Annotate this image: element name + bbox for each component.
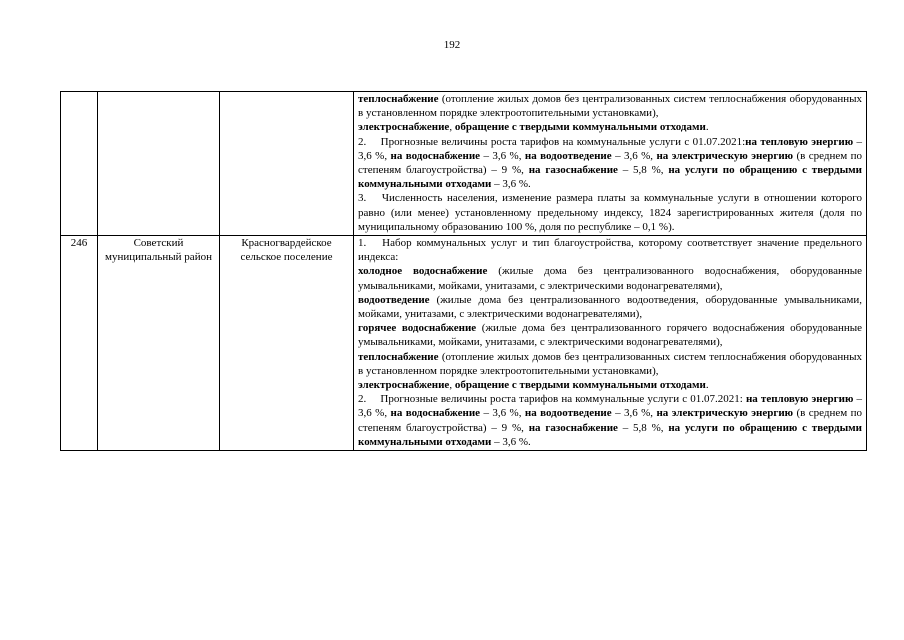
settlement-cell: Красногвардейское сельское поселение	[220, 236, 354, 451]
text-run: – 3,6 %,	[358, 135, 862, 162]
text-run: ,	[449, 379, 455, 392]
text-run: 2. Прогнозные величины роста тарифов на коммунальные услуги с 01.07.2021:	[358, 135, 746, 148]
text-run: (жилые дома без централизованного водоснабжения, оборудованные умывальниками, мойками, унитазами, с электрическими водонагревателями),	[358, 265, 862, 292]
text-run: (жилые дома без централизованного горячего водоснабжения оборудованные умывальниками, мойками, унитазами, с электрическими водонагревателями),	[358, 322, 862, 349]
settlement-cell	[220, 92, 354, 236]
description-paragraph	[358, 191, 862, 234]
description-cell	[354, 92, 867, 236]
bold-text-run: на газоснабжение	[528, 164, 618, 177]
bold-text-run: водоотведение	[358, 293, 430, 306]
bold-text-run: электроснабжение	[358, 379, 450, 392]
text-run: .	[705, 379, 709, 392]
text-run: ,	[449, 121, 455, 134]
bold-text-run: горячее водоснабжение	[358, 322, 477, 335]
table-row	[61, 92, 867, 236]
bold-text-run: теплоснабжение	[358, 350, 439, 363]
description-paragraph	[358, 350, 862, 378]
bold-text-run: на водоснабжение	[390, 149, 481, 162]
text-run: – 3,6 %,	[611, 407, 657, 420]
bold-text-run: на электрическую энергию	[656, 407, 794, 420]
bold-text-run: на тепловую энергию	[745, 393, 854, 406]
page-number: 192	[443, 39, 461, 51]
text-run: .	[705, 121, 709, 134]
bold-text-run: на водоотведение	[524, 149, 612, 162]
description-paragraph	[358, 236, 862, 264]
bold-text-run: на тепловую энергию	[745, 135, 854, 148]
text-run: (жилые дома без централизованного водоотведения, оборудованные умывальниками, мойками, унитазами, с электрическими водонагревателями),	[358, 293, 862, 321]
description-paragraph	[358, 135, 862, 192]
description-cell	[354, 236, 867, 451]
bold-text-run: электроснабжение	[358, 121, 450, 134]
district-cell	[98, 92, 220, 236]
text-run: 2. Прогнозные величины роста тарифов на коммунальные услуги с 01.07.2021:	[358, 393, 746, 406]
bold-text-run: на электрическую энергию	[656, 149, 794, 162]
text-run: (отопление жилых домов без централизованных систем теплоснабжения оборудованных в установленном порядке электроотопительными установками),	[358, 350, 862, 377]
text-run: – 3,6 %,	[480, 149, 525, 162]
description-paragraph	[358, 92, 862, 120]
bold-text-run: на услуги по обращению с твердыми коммунальными отходами	[358, 421, 862, 448]
tariff-table	[60, 91, 867, 451]
bold-text-run: обращение с твердыми коммунальными отходами	[454, 379, 706, 392]
text-run: – 5,8 %,	[617, 421, 669, 434]
text-run: – 5,8 %,	[617, 164, 669, 177]
text-run: (в среднем по степеням благоустройства) – 9 %,	[358, 407, 862, 434]
bold-text-run: на услуги по обращению с твердыми коммунальными отходами	[358, 164, 862, 191]
bold-text-run: на водоснабжение	[390, 407, 481, 420]
description-paragraph	[358, 378, 862, 392]
text-run: – 3,6 %.	[491, 435, 531, 448]
row-number-cell: 246	[61, 236, 98, 451]
text-run: – 3,6 %,	[358, 393, 862, 420]
bold-text-run: теплоснабжение	[358, 93, 439, 105]
text-run: 1. Набор коммунальных услуг и тип благоустройства, которому соответствует значение предельного индекса:	[358, 237, 862, 264]
text-run: – 3,6 %.	[491, 178, 531, 191]
description-paragraph	[358, 392, 862, 449]
description-paragraph	[358, 120, 862, 134]
description-paragraph	[358, 293, 862, 321]
bold-text-run: обращение с твердыми коммунальными отходами	[454, 121, 706, 134]
table-row	[61, 236, 867, 451]
text-run: – 3,6 %,	[611, 149, 657, 162]
district-cell: Советский муниципальный район	[98, 236, 220, 451]
text-run: – 3,6 %,	[480, 407, 525, 420]
text-run: (отопление жилых домов без централизованных систем теплоснабжения оборудованных в установленном порядке электроотопительными установками),	[358, 93, 862, 120]
table-body	[61, 92, 867, 451]
text-run: (в среднем по степеням благоустройства) – 9 %,	[358, 149, 862, 177]
description-paragraph	[358, 321, 862, 349]
bold-text-run: на водоотведение	[524, 407, 612, 420]
bold-text-run: на газоснабжение	[528, 421, 618, 434]
row-number-cell	[61, 92, 98, 236]
bold-text-run: холодное водоснабжение	[358, 265, 488, 278]
text-run: 3. Численность населения, изменение размера платы за коммунальные услуги в отношении которого равно (или менее) установленному предельному индексу, 1824 зарегистрированных жителя (доля по муниципальному образованию 100 %, доля по республике – 0,1 %).	[358, 192, 862, 233]
description-paragraph	[358, 264, 862, 292]
